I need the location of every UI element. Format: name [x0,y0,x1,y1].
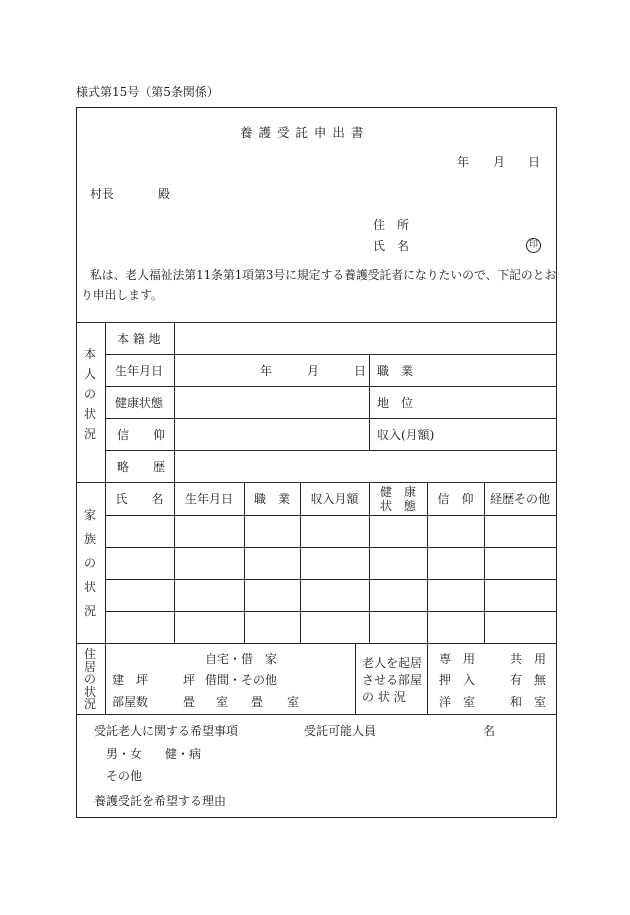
family-col-health-2: 状 態 [379,499,416,513]
room-shared: 共 用 [510,652,547,666]
room-count-label: 部屋数 [112,695,149,709]
capacity-label: 受託可能人員 [304,724,377,738]
room-have-not: 有 無 [510,673,547,687]
family-row-2 [105,547,556,548]
person-unit: 名 [483,724,496,738]
family-col-name: 氏 名 [115,492,164,506]
tsubo-unit: 坪 [183,673,196,687]
honseki-label: 本 籍 地 [117,332,161,346]
divider-residence-top [76,643,556,644]
health-label: 健康状態 [115,396,164,410]
self-heading: 本 人 の 状 況 [83,347,96,441]
room-unit-2: 室 [287,695,300,709]
self-label-col [174,322,175,482]
family-col-3 [300,482,301,643]
statement-line-1: 私は、老人福祉法第11条第1項第3号に規定する養護受託者になりたいので、下記のとお [90,268,557,282]
room-closet: 押 入 [439,673,476,687]
family-col-faith: 信 仰 [437,492,474,506]
self-heading-col [105,322,106,482]
room-exclusive: 専 用 [439,652,476,666]
wishes-label: 受託老人に関する希望事項 [94,724,239,738]
birth-day: 日 [354,364,367,378]
family-row-3 [105,579,556,580]
income-label: 収入(月額) [377,428,435,442]
elder-room-line-1: 老人を起居 [362,656,423,670]
family-col-birth: 生年月日 [184,492,233,506]
room-unit-1: 室 [216,695,229,709]
reason-label: 養護受託を希望する理由 [94,794,227,808]
name-label: 氏 名 [373,239,410,253]
elder-room-line-3: の 状 況 [362,690,406,704]
family-heading-col [105,482,106,643]
elder-room-line-2: させる部屋 [362,673,423,687]
birth-year: 年 [260,364,273,378]
jo-unit-1: 畳 [183,695,196,709]
residence-room-col [427,643,428,714]
family-row-4 [105,611,556,612]
health-option: 健・病 [165,747,202,761]
position-label: 地 位 [377,396,414,410]
family-col-health-1: 健 康 [379,485,416,499]
date-day: 日 [528,155,541,169]
birth-month: 月 [307,364,320,378]
self-right-label-col [369,354,370,450]
form-title: 養 護 受 託 申 出 書 [240,125,365,140]
address-label: 住 所 [373,218,410,232]
self-row-3 [105,418,556,419]
statement-line-2: り申出します。 [81,288,163,302]
family-heading: 家 族 の 状 況 [83,508,96,618]
family-row-1 [105,515,556,516]
family-col-1 [174,482,175,643]
birth-label: 生年月日 [115,364,164,378]
floor-area-label: 建 坪 [112,673,149,687]
residence-heading: 住 居 の 状 況 [83,647,96,711]
family-col-6 [484,482,485,643]
date-month: 月 [493,155,506,169]
occupation-label: 職 業 [377,364,414,378]
addressee-honorific: 殿 [158,187,171,201]
own-rent: 自宅・借 家 [205,652,278,666]
other-label: その他 [106,769,143,783]
sex-option: 男・女 [106,747,143,761]
form-number: 様式第15号（第5条関係） [76,85,219,99]
family-col-job: 職 業 [253,492,290,506]
family-col-2 [244,482,245,643]
seal-mark: 印 [526,238,541,253]
divider-wishes-top [76,714,556,715]
rental-other: 借間・その他 [205,673,278,687]
faith-label: 信 仰 [117,428,166,442]
history-label: 略 歴 [117,460,166,474]
jo-unit-2: 畳 [251,695,264,709]
self-row-2 [105,386,556,387]
room-japanese: 和 室 [510,695,547,709]
family-col-5 [427,482,428,643]
self-row-4 [105,450,556,451]
date-year: 年 [457,155,470,169]
residence-mid-col [355,643,356,714]
divider-self-top [76,322,556,323]
residence-heading-col [105,643,106,714]
room-western: 洋 室 [439,695,476,709]
family-col-other: 経歴その他 [489,492,550,506]
family-col-income: 収入月額 [310,492,359,506]
self-row-1 [105,354,556,355]
addressee-village-head: 村長 [90,187,115,201]
